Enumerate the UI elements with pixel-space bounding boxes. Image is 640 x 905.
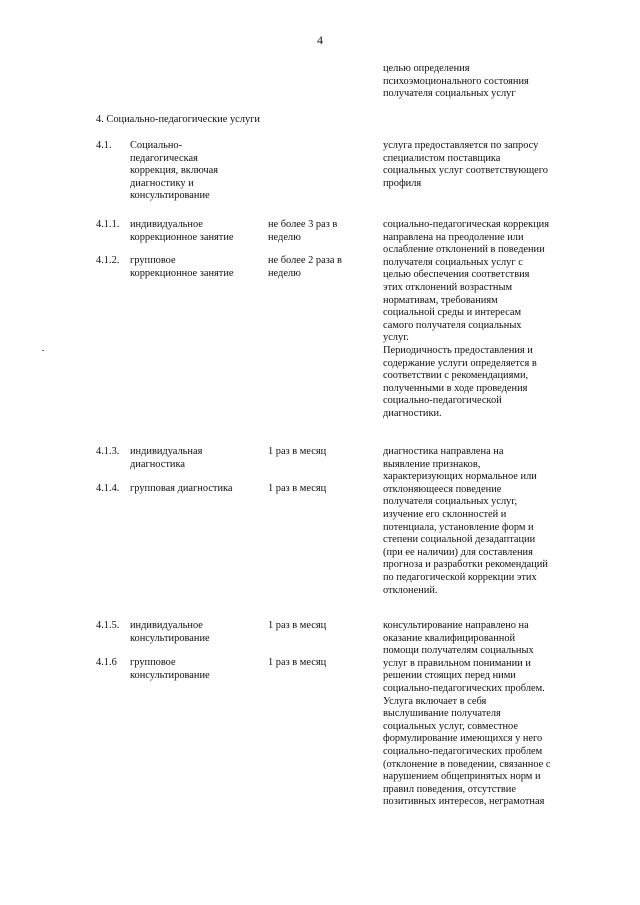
item-4-1-2-number: 4.1.2. <box>96 255 120 266</box>
item-4-1-4-name: групповая диагностика <box>130 483 233 494</box>
item-4-1-description: услуга предоставляется по запросу специалистом поставщика социальных услуг соответствующего профиля <box>383 140 548 189</box>
top-continuation-text: целью определения психоэмоционального состояния получателя социальных услуг <box>383 63 529 100</box>
item-4-1-3-name: индивидуальная диагностика <box>130 446 203 470</box>
item-4-1-3-number: 4.1.3. <box>96 446 120 457</box>
item-4-1-6-name: групповое консультирование <box>130 657 210 681</box>
item-4-1-2-frequency: не более 2 раза в неделю <box>268 255 342 279</box>
item-4-1-1-number: 4.1.1. <box>96 219 120 230</box>
item-4-1-2-name: групповое коррекционное занятие <box>130 255 234 279</box>
item-4-1-6-frequency: 1 раз в месяц <box>268 657 327 668</box>
consulting-description: консультирование направлено на оказание квалифицированной помощи получателям социальных услуг в правильном понимании и решении стоящих перед ними социально-педагогических проблем. Услуга включает в себя выслушивание получателя социальных услуг, совместное формулирование имеющихся у него социально-педагогических проблем (отклонение в поведении, связанное с нарушением общепринятых норм и правил поведения, отсутствие позитивных интересов, неграмотная <box>383 620 551 808</box>
item-4-1-4-number: 4.1.4. <box>96 483 120 494</box>
item-4-1-5-name: индивидуальное консультирование <box>130 620 210 644</box>
item-4-1-5-frequency: 1 раз в месяц <box>268 620 327 631</box>
correction-description: социально-педагогическая коррекция направлена на преодоление или ослабление отклонений в поведении получателя социальных услуг с целью обеспечения соответствия этих отклонений возрастным нормативам, требованиям социальной среды и интересам самого получателя социальных услуг. Периодичность предоставления и содержание услуги определяется в соответствии с рекомендациями, полученными в ходе проведения социально-педагогической диагностики. <box>383 219 549 419</box>
item-4-1-1-name: индивидуальное коррекционное занятие <box>130 219 234 243</box>
item-4-1-5-number: 4.1.5. <box>96 620 120 631</box>
section-heading: 4. Социально-педагогические услуги <box>96 114 260 125</box>
item-4-1-6-number: 4.1.6 <box>96 657 117 668</box>
item-4-1-name: Социально- педагогическая коррекция, включая диагностику и консультирование <box>130 140 218 202</box>
item-4-1-3-frequency: 1 раз в месяц <box>268 446 327 457</box>
page-number: 4 <box>317 33 323 47</box>
item-4-1-4-frequency: 1 раз в месяц <box>268 483 327 494</box>
diagnostics-description: диагностика направлена на выявление признаков, характеризующих нормальное или отклоняющееся поведение получателя социальных услуг, изучение его склонностей и потенциала, установление форм и степени социальной дезадаптации (при ее наличии) для составления прогноза и разработки рекомендаций по педагогической коррекции этих отклонений. <box>383 446 548 596</box>
scan-mark <box>42 350 44 351</box>
item-4-1-number: 4.1. <box>96 140 112 151</box>
item-4-1-1-frequency: не более 3 раз в неделю <box>268 219 338 243</box>
